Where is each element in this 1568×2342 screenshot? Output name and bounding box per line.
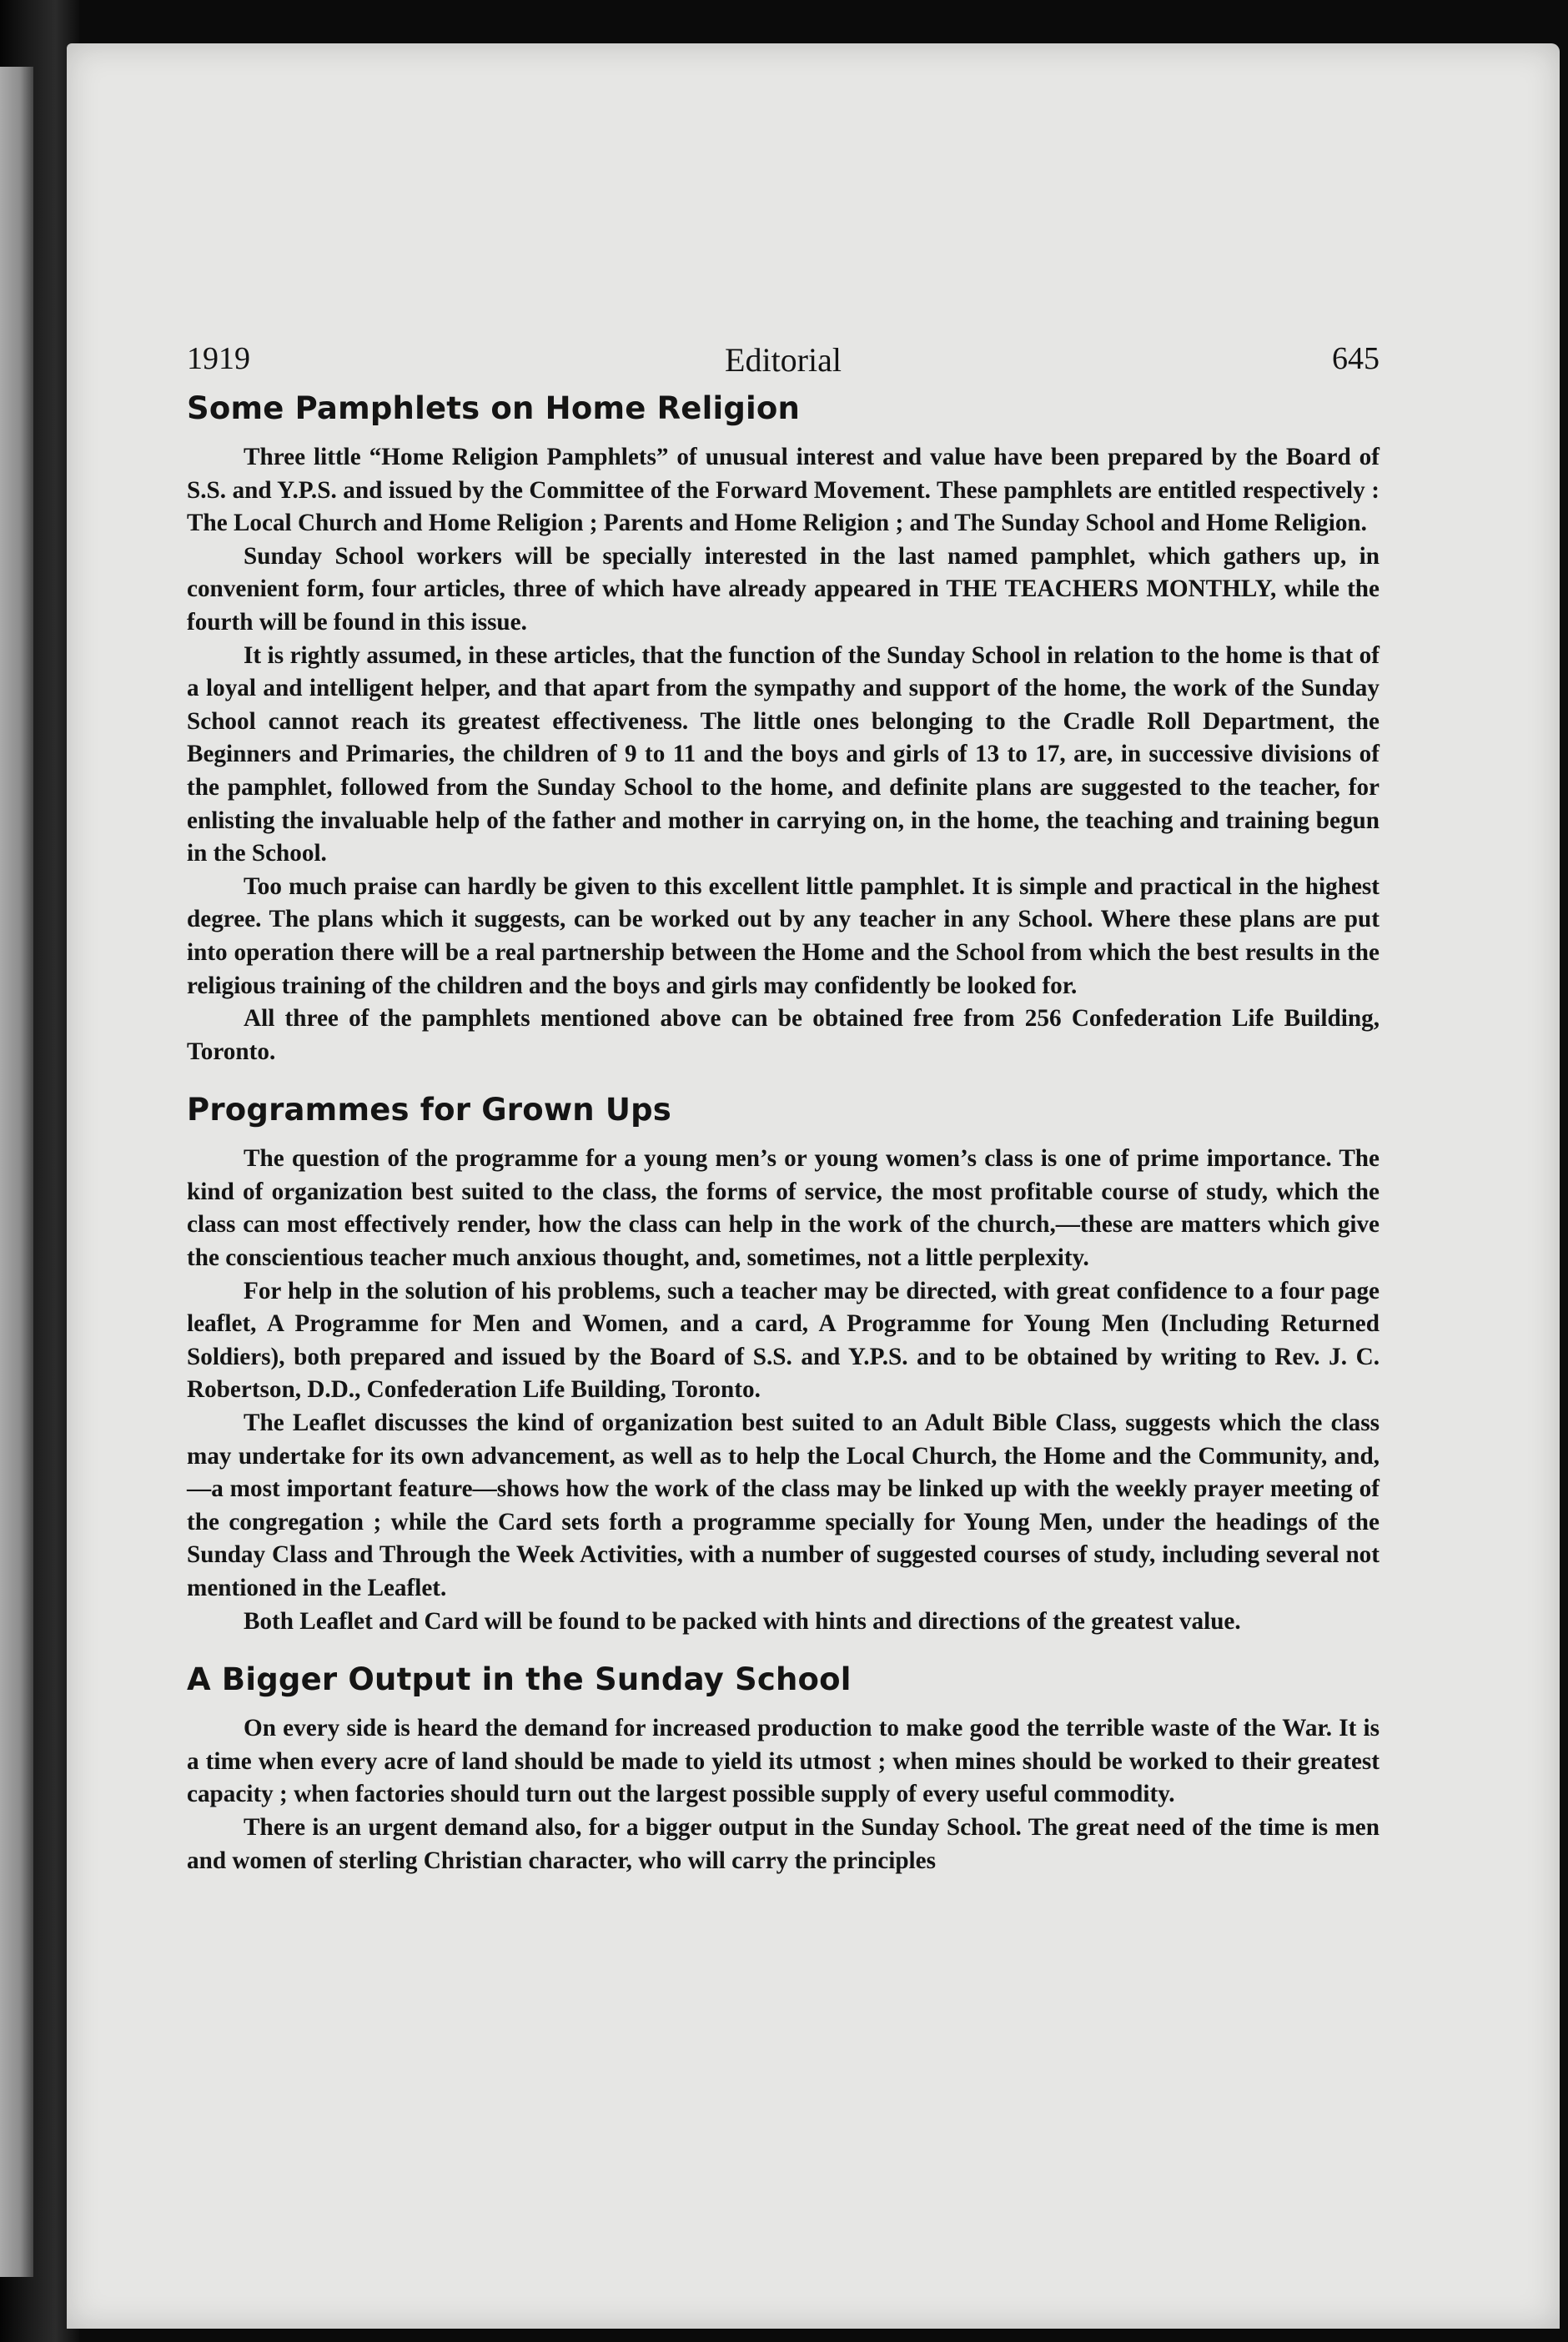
running-head-year: 1919 bbox=[187, 341, 250, 376]
page-content bbox=[187, 340, 1380, 1901]
section-heading: A Bigger Output in the Sunday School bbox=[187, 1661, 852, 1698]
paragraph: It is rightly assumed, in these articles, that the function of the Sunday School in relation to the home is that of a loyal and intelligent helper, and that apart from the sympathy and support of the home, the work of the Sunday School cannot reach its greatest effectiveness. The little ones belonging to the Cradle Roll Department, the Beginners and Primaries, the children of 9 to 11 and the boys and girls of 13 to 17, are, in successive divisions of the pamphlet, followed from the Sunday School to the home, and definite plans are suggested to the teacher, for enlisting the invaluable help of the father and mother in carrying on, in the home, the teaching and training begun in the School. bbox=[187, 641, 1380, 867]
section-home-religion bbox=[187, 390, 1380, 1068]
section-bigger-output bbox=[187, 1661, 1380, 1877]
paragraph: For help in the solution of his problems, such a teacher may be directed, with great confidence to a four page leaflet, A Programme for Men and Women, and a card, A Programme for Young Men (Including Returned Soldiers), both prepared and issued by the Board of S.S. and Y.P.S. and to be obtained by writing to Rev. J. C. Robertson, D.D., Confederation Life Building, Toronto. bbox=[187, 1277, 1380, 1404]
paragraph: Too much praise can hardly be given to this excellent little pamphlet. It is simple and practical in the highest degree. The plans which it suggests, can be worked out by any teacher in any School. Where these plans are put into operation there will be a real partnership between the Home and the School from which the best results in the religious training of the children and the boys and girls may confidently be looked for. bbox=[187, 872, 1380, 999]
paragraph: Both Leaflet and Card will be found to be packed with hints and directions of the greatest value. bbox=[244, 1607, 1241, 1635]
paragraph: The Leaflet discusses the kind of organization best suited to an Adult Bible Class, suggests which the class may undertake for its own advancement, as well as to help the Local Church, the Home and the Community, and,—a most important feature—shows how the work of the class may be linked up with the weekly prayer meeting of the congregation ; while the Card sets forth a programme specially for Young Men, under the headings of the Sunday Class and Through the Week Activities, with a number of suggested courses of study, including several not mentioned in the Leaflet. bbox=[187, 1410, 1380, 1601]
section-heading: Programmes for Grown Ups bbox=[187, 1092, 672, 1128]
paragraph: On every side is heard the demand for increased production to make good the terrible waste of the War. It is a time when every acre of land should be made to yield its utmost ; when mines should be worked to their greatest capacity ; when factories should turn out the largest possible supply of every useful commodity. bbox=[187, 1715, 1380, 1808]
paragraph: Sunday School workers will be specially interested in the last named pamphlet, which gathers up, in convenient form, four articles, three of which have already appeared in THE TEACHERS MONTHLY, while the fourth will be found in this issue. bbox=[187, 542, 1380, 636]
section-heading: Some Pamphlets on Home Religion bbox=[187, 390, 801, 426]
paragraph: The question of the programme for a young men’s or young women’s class is one of prime importance. The kind of organization best suited to the class, the forms of service, the most profitable course of study, which the class can most effectively render, how the class can help in the work of the church,—these are matters which give the conscientious teacher much anxious thought, and, sometimes, not a little perplexity. bbox=[187, 1145, 1380, 1272]
running-head bbox=[187, 340, 1380, 390]
section-programmes bbox=[187, 1092, 1380, 1638]
paragraph: Three little “Home Religion Pamphlets” of unusual interest and value have been prepared by the Board of S.S. and Y.P.S. and issued by the Committee of the Forward Movement. These pamphlets are entitled respectively : The Local Church and Home Religion ; Parents and Home Religion ; and The Sunday School and Home Religion. bbox=[187, 444, 1380, 537]
page-number: 645 bbox=[1332, 341, 1380, 376]
paragraph: All three of the pamphlets mentioned above can be obtained free from 256 Confederation Life Building, Toronto. bbox=[187, 1005, 1380, 1065]
page bbox=[67, 43, 1560, 2329]
facing-page-edge bbox=[0, 67, 33, 2277]
paragraph: There is an urgent demand also, for a bigger output in the Sunday School. The great need of the time is men and women of sterling Christian character, who will carry the principles bbox=[187, 1813, 1380, 1874]
running-head-title: Editorial bbox=[725, 341, 842, 379]
